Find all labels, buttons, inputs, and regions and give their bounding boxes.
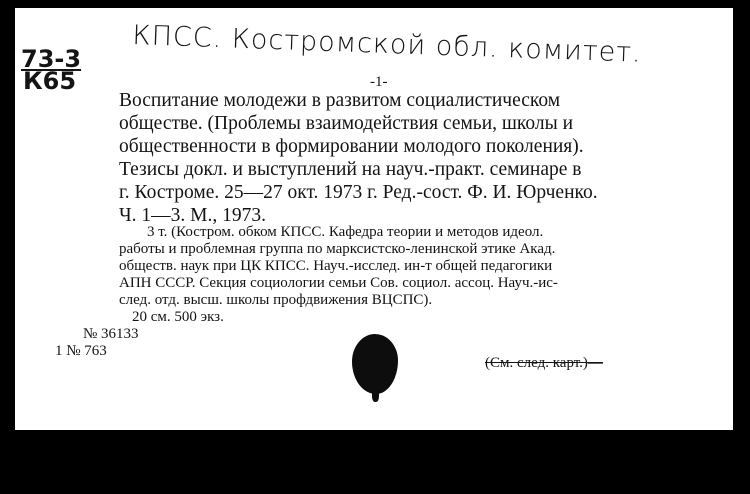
notes-line: след. отд. высш. школы профдвижения ВЦСПС). bbox=[119, 292, 433, 308]
card-number: -1- bbox=[370, 74, 388, 90]
main-text-line: обществе. (Проблемы взаимодействия семьи, школы и bbox=[119, 113, 574, 134]
notes-line: обществ. наук при ЦК КПСС. Науч.-исслед. ин-т общей педагогики bbox=[119, 258, 553, 274]
see-next-card-note bbox=[485, 355, 603, 372]
call-number-bottom: К65 bbox=[23, 67, 77, 95]
call-number-top: 73-3 bbox=[21, 45, 82, 73]
copies-count: 20 см. 500 экз. bbox=[132, 309, 224, 325]
main-text-line: г. Костроме. 25—27 окт. 1973 г. Ред.-сост. Ф. И. Юрченко. bbox=[119, 182, 598, 203]
inventory-number: № 36133 bbox=[83, 326, 139, 342]
main-text-line: Воспитание молодежи в развитом социалистическом bbox=[119, 90, 561, 111]
main-text-line: общественности в формировании молодого поколения). bbox=[119, 136, 584, 157]
call-number bbox=[21, 45, 82, 95]
see-next-card-label: (См. след. карт.) bbox=[485, 355, 588, 371]
notes-line: АПН СССР. Секция социологии семьи Сов. социол. ассоц. Науч.-ис- bbox=[119, 275, 558, 291]
main-text-line: Ч. 1—3. М., 1973. bbox=[119, 205, 267, 226]
handwritten-header: КПСС. Костромской обл. комитет. bbox=[131, 20, 643, 69]
register-number: 1 № 763 bbox=[55, 343, 107, 359]
notes-line: работы и проблемная группа по марксистско-ленинской этике Акад. bbox=[119, 241, 556, 257]
ink-blot bbox=[352, 334, 398, 394]
see-next-card-dash: — bbox=[587, 355, 603, 371]
main-text-line: Тезисы докл. и выступлений на науч.-практ. семинаре в bbox=[119, 159, 582, 180]
catalog-card bbox=[15, 8, 733, 430]
notes-line: 3 т. (Костром. обком КПСС. Кафедра теории и методов идеол. bbox=[147, 224, 544, 240]
